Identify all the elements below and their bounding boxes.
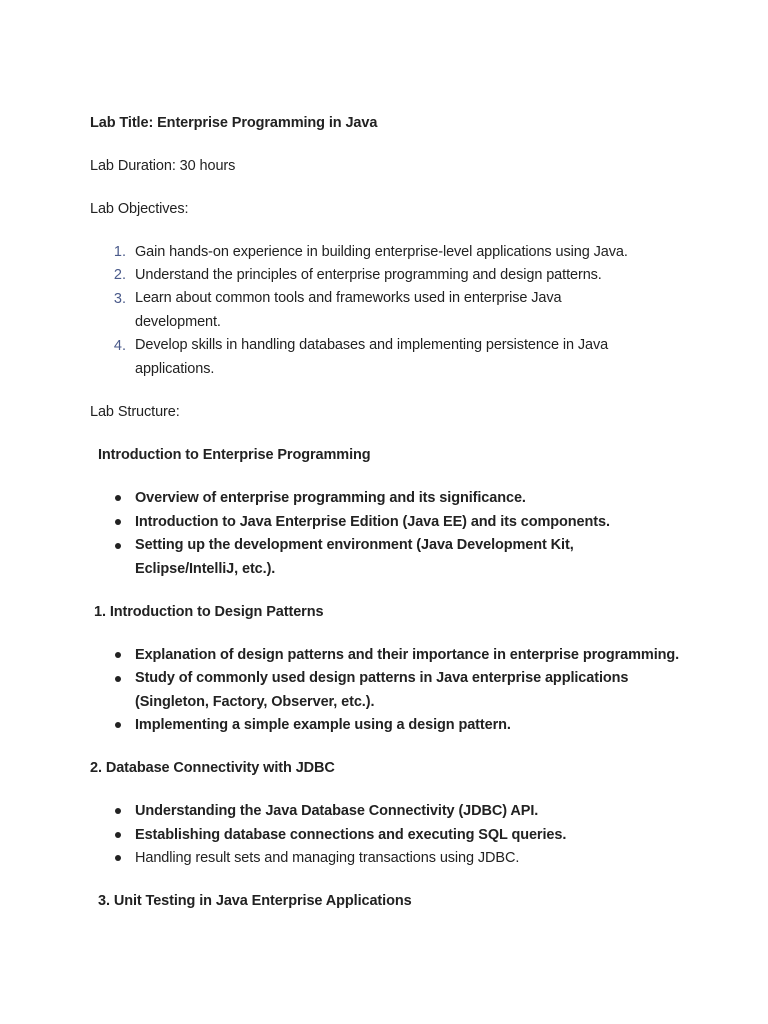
list-item: Establishing database connections and executing SQL queries. — [135, 827, 567, 843]
list-item: Overview of enterprise programming and its significance. — [135, 490, 526, 506]
objective-number: 2. — [113, 267, 126, 283]
lab-title: Lab Title: Enterprise Programming in Java — [90, 115, 378, 131]
list-item: Understanding the Java Database Connectivity (JDBC) API. — [135, 803, 539, 819]
bullet-icon — [115, 652, 121, 658]
list-item: Setting up the development environment (Java Development Kit, Eclipse/IntelliJ, etc.). — [135, 537, 574, 577]
bullet-icon — [115, 808, 121, 814]
list-item: Introduction to Java Enterprise Edition (Java EE) and its components. — [135, 514, 610, 530]
objective-item: Gain hands-on experience in building enterprise-level applications using Java. — [135, 244, 628, 260]
section-heading: 1. Introduction to Design Patterns — [94, 604, 324, 620]
objective-number: 3. — [113, 291, 126, 307]
objectives-heading: Lab Objectives: — [90, 201, 189, 217]
list-item: Implementing a simple example using a design pattern. — [135, 717, 511, 733]
bullet-icon — [115, 519, 121, 525]
list-item: Study of commonly used design patterns in Java enterprise applications (Singleton, Factory, Observer, etc.). — [135, 670, 629, 710]
objective-item: Understand the principles of enterprise programming and design patterns. — [135, 267, 602, 283]
lab-duration: Lab Duration: 30 hours — [90, 158, 236, 174]
section-heading: Introduction to Enterprise Programming — [98, 447, 371, 463]
bullet-icon — [115, 832, 121, 838]
list-item: Explanation of design patterns and their importance in enterprise programming. — [135, 647, 680, 663]
bullet-icon — [115, 543, 121, 549]
objective-number: 4. — [113, 338, 126, 354]
bullet-icon — [115, 722, 121, 728]
objective-number: 1. — [113, 244, 126, 260]
section-heading: 2. Database Connectivity with JDBC — [90, 760, 335, 776]
structure-heading: Lab Structure: — [90, 404, 180, 420]
bullet-icon — [115, 676, 121, 682]
bullet-icon — [115, 855, 121, 861]
bullet-icon — [115, 495, 121, 501]
objective-item: Develop skills in handling databases and implementing persistence in Java applications. — [135, 337, 609, 377]
list-item: Handling result sets and managing transactions using JDBC. — [135, 850, 520, 866]
objective-item: Learn about common tools and frameworks used in enterprise Java development. — [135, 290, 562, 330]
section-heading: 3. Unit Testing in Java Enterprise Applications — [98, 893, 412, 909]
